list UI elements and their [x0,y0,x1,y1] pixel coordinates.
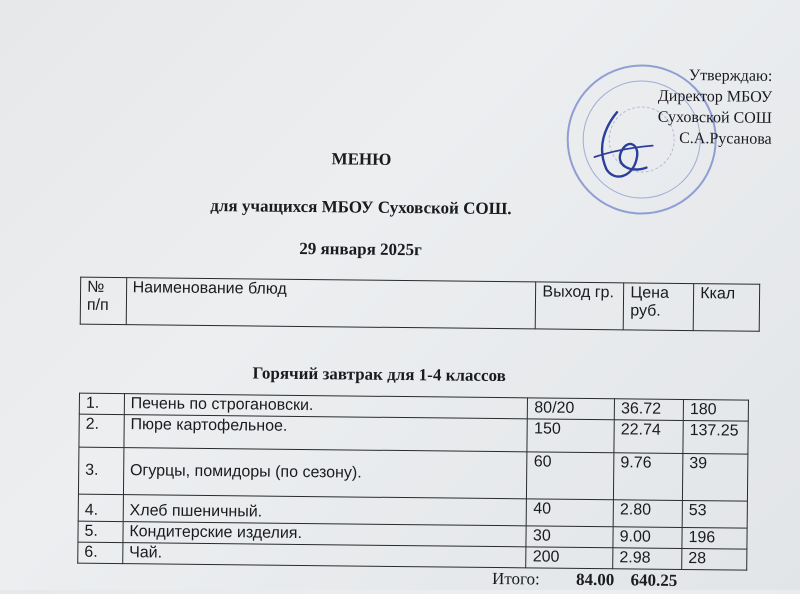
total-label: Итого: [491,568,540,589]
header-price: Цена руб. [624,283,694,331]
menu-title: МЕНЮ [331,149,392,169]
table-row [78,447,747,501]
row-kcal: 180 [683,399,748,421]
header-yield: Выход гр. [536,282,625,330]
row-name: Хлеб пшеничный. [123,495,527,526]
total-price: 84.00 [576,569,615,590]
header-no: № п/п [80,277,126,324]
header-row [80,277,759,331]
section-title: Горячий завтрак для 1-4 классов [252,363,506,386]
row-price: 9.76 [614,453,683,501]
row-kcal: 137.25 [683,420,748,454]
row-no: 4. [78,494,123,521]
header-kcal: Ккал [693,284,759,332]
menu-date: 29 января 2025г [299,238,422,260]
approval-line-1: Утверждаю: [688,67,773,85]
row-price: 22.74 [614,420,683,454]
row-no: 3. [78,447,123,494]
header-table [80,277,760,332]
total-line [492,569,677,591]
header-name: Наименование блюд [126,278,536,329]
row-price: 2.80 [613,500,682,528]
row-no: 1. [79,393,124,414]
row-name: Огурцы, помидоры (по сезону). [123,448,527,499]
approval-line-4: С.А.Русанова [679,129,772,148]
row-price: 2.98 [613,548,682,570]
approval-line-2: Директор МБОУ [657,87,773,106]
total-kcal: 640.25 [630,570,678,590]
row-kcal: 39 [682,453,747,501]
row-no: 5. [78,521,123,542]
menu-table [77,393,749,571]
menu-subtitle: для учащихся МБОУ Суховской СОШ. [210,196,512,219]
row-no: 2. [79,414,124,447]
row-price: 9.00 [613,527,682,549]
row-yield: 200 [526,547,613,569]
row-name: Чай. [123,543,527,568]
row-yield: 80/20 [528,398,615,420]
row-name: Пюре картофельное. [124,415,528,452]
approval-line-3: Суховской СОШ [657,108,773,127]
row-yield: 30 [526,526,613,548]
row-price: 36.72 [614,399,683,421]
row-kcal: 53 [682,500,747,528]
row-name: Печень по строгановски. [124,394,528,419]
row-yield: 40 [527,499,614,527]
row-yield: 60 [527,452,614,500]
approval-block [602,64,773,150]
row-name: Кондитерские изделия. [123,522,527,547]
row-kcal: 28 [682,548,747,570]
row-no: 6. [78,542,123,563]
row-kcal: 196 [682,527,747,549]
row-yield: 150 [527,419,614,453]
